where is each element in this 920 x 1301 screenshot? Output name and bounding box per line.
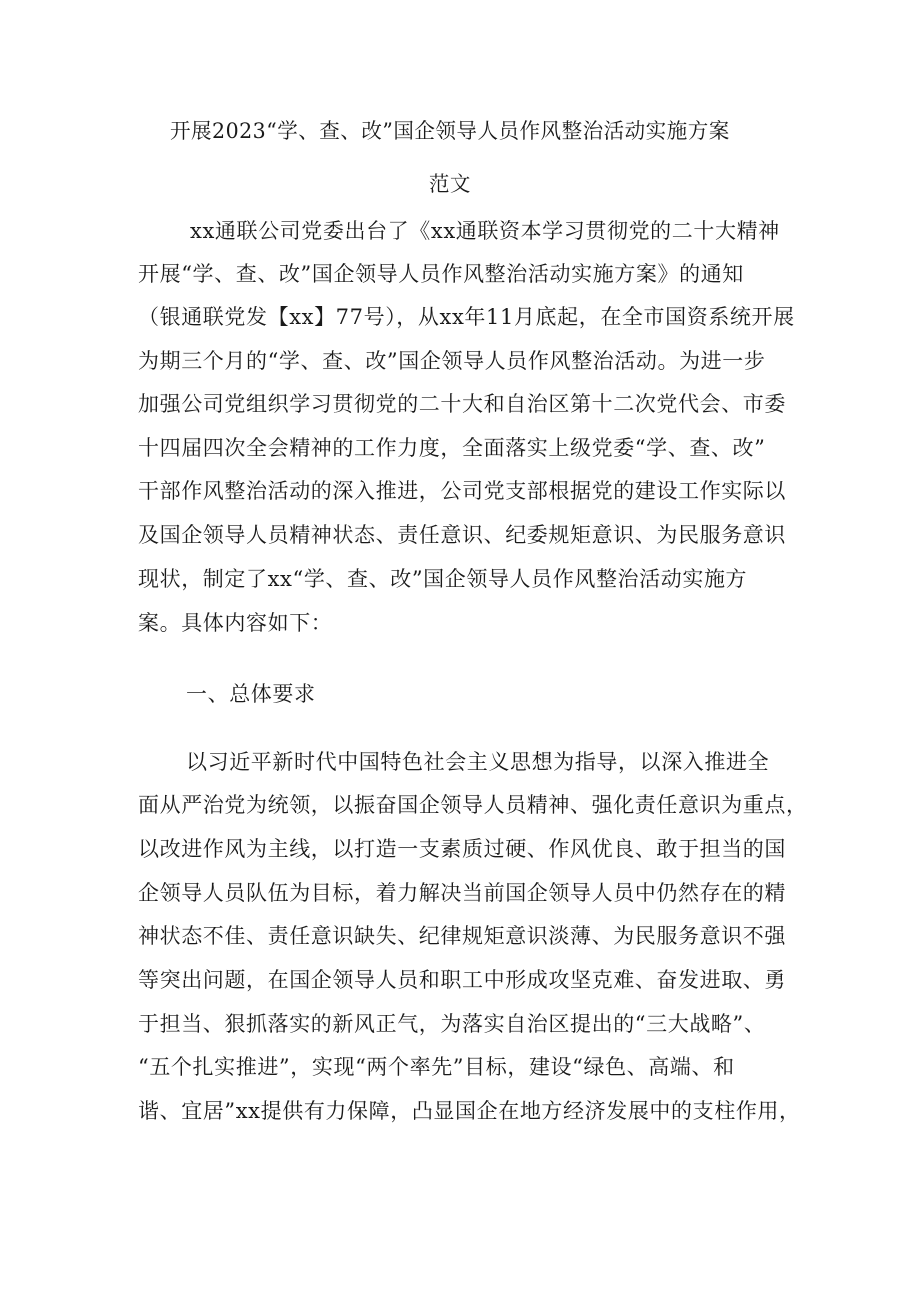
section-paragraph-line: 于担当、狠抓落实的新风正气，为落实自治区提出的“三大战略”、 [138, 1012, 766, 1036]
section-paragraph-line: 神状态不佳、责任意识缺失、纪律规矩意识淡薄、为民服务意识不强 [138, 924, 786, 948]
document-title: 开展2023“学、查、改”国企领导人员作风整治活动实施方案 [169, 119, 730, 143]
intro-paragraph-line: 开展“学、查、改”国企领导人员作风整治活动实施方案》的通知 [138, 262, 744, 286]
intro-paragraph-line: 现状，制定了xx“学、查、改”国企领导人员作风整治活动实施方 [138, 567, 748, 591]
intro-paragraph-line: （银通联党发【xx】77号），从xx年11月底起，在全市国资系统开展 [138, 305, 795, 329]
section-paragraph-line: 以改进作风为主线，以打造一支素质过硬、作风优良、敢于担当的国 [138, 837, 786, 861]
intro-paragraph-line: 及国企领导人员精神状态、责任意识、纪委规矩意识、为民服务意识 [138, 523, 786, 547]
document-title-subline: 范文 [428, 172, 471, 196]
section-paragraph-line: 企领导人员队伍为目标，着力解决当前国企领导人员中仍然存在的精 [138, 881, 786, 905]
section-heading: 一、总体要求 [186, 682, 316, 706]
intro-paragraph-line: 加强公司党组织学习贯彻党的二十大和自治区第十二次党代会、市委 [138, 392, 786, 416]
section-paragraph-line: 谐、宜居”xx提供有力保障，凸显国企在地方经济发展中的支柱作用， [138, 1099, 801, 1123]
section-paragraph-line: 等突出问题，在国企领导人员和职工中形成攻坚克难、奋发进取、勇 [138, 968, 786, 992]
section-paragraph-line: 以习近平新时代中国特色社会主义思想为指导，以深入推进全 [186, 750, 770, 774]
intro-paragraph-line: 案。具体内容如下： [138, 611, 333, 635]
intro-paragraph-line: 干部作风整治活动的深入推进，公司党支部根据党的建设工作实际以 [138, 479, 786, 503]
section-paragraph-line: “五个扎实推进”，实现“两个率先”目标，建设“绿色、高端、和 [138, 1055, 735, 1079]
section-paragraph-line: 面从严治党为统领，以振奋国企领导人员精神、强化责任意识为重点， [138, 793, 808, 817]
intro-paragraph-line: 十四届四次全会精神的工作力度，全面落实上级党委“学、查、改” [138, 436, 766, 460]
intro-paragraph-line: 为期三个月的“学、查、改”国企领导人员作风整治活动。为进一步 [138, 349, 766, 373]
intro-paragraph-line: xx通联公司党委出台了《xx通联资本学习贯彻党的二十大精神 [190, 219, 780, 243]
